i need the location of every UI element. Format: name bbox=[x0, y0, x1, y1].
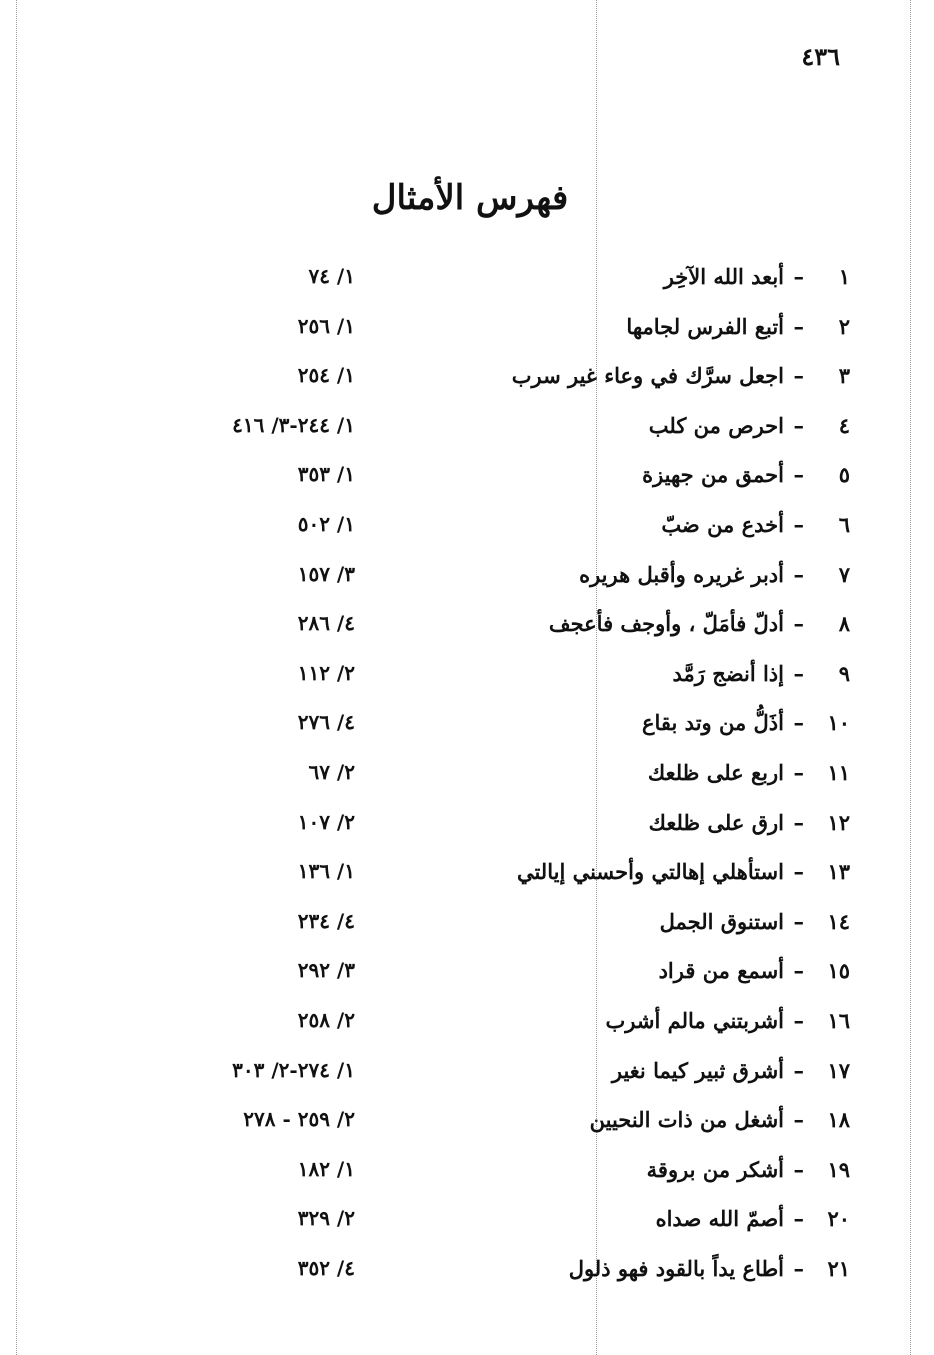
proverb-text: أذَلُّ من وتد بقاع bbox=[641, 710, 784, 736]
entry-dash: – bbox=[793, 1255, 804, 1281]
page-reference: ١/ ٢٤٤-٣/ ٤١٦ bbox=[232, 412, 355, 437]
proverb-text: أبعد الله الآخِر bbox=[663, 264, 784, 289]
list-item bbox=[0, 859, 934, 909]
page-reference: ١/ ٢٥٦ bbox=[297, 313, 355, 338]
proverb-text: أخدع من ضبّ bbox=[661, 511, 784, 537]
proverb-text: أشرق ثبير كيما نغير bbox=[611, 1057, 784, 1083]
proverb-text: أصمّ الله صداه bbox=[655, 1206, 784, 1232]
list-item bbox=[0, 413, 934, 463]
entry-dash: – bbox=[793, 1007, 804, 1033]
proverb-text: أدلّ فأمَلّ ، وأوجف فأعجف bbox=[548, 611, 784, 637]
page-reference: ٢/ ٢٥٩ - ٢٧٨ bbox=[243, 1107, 355, 1132]
entry-dash: – bbox=[793, 611, 804, 637]
list-item bbox=[0, 1058, 934, 1108]
page-reference: ١/ ٢٧٤-٢/ ٣٠٣ bbox=[232, 1057, 355, 1082]
list-item bbox=[0, 1256, 934, 1306]
page-reference: ١/ ١٣٦ bbox=[297, 859, 355, 884]
entry-number: ١٠ bbox=[827, 710, 850, 736]
entry-dash: – bbox=[793, 363, 804, 389]
entry-dash: – bbox=[793, 1206, 804, 1232]
proverb-text: أطاع يداً بالقود فهو ذلول bbox=[568, 1255, 784, 1281]
entry-number: ٢٠ bbox=[827, 1206, 850, 1232]
proverb-text: أحمق من جهيزة bbox=[642, 462, 784, 488]
entry-number: ١١ bbox=[827, 759, 850, 785]
proverb-text: أدبر غريره وأقبل هريره bbox=[579, 561, 784, 587]
entry-dash: – bbox=[793, 809, 804, 835]
list-item bbox=[0, 611, 934, 661]
entry-dash: – bbox=[793, 908, 804, 934]
entry-dash: – bbox=[793, 958, 804, 984]
page-title: فهرس الأمثال bbox=[371, 178, 569, 218]
page-reference: ٢/ ٦٧ bbox=[308, 759, 355, 784]
entry-number: ٩ bbox=[838, 660, 850, 686]
entry-number: ٧ bbox=[838, 561, 850, 587]
proverb-index-list bbox=[0, 264, 934, 1305]
list-item bbox=[0, 363, 934, 413]
entry-number: ٤ bbox=[838, 412, 850, 438]
list-item bbox=[0, 1206, 934, 1256]
entry-number: ٢١ bbox=[827, 1255, 850, 1281]
page-reference: ٢/ ١٠٧ bbox=[297, 809, 355, 834]
entry-dash: – bbox=[793, 1156, 804, 1182]
list-item bbox=[0, 462, 934, 512]
proverb-text: إذا أنضج رَمَّد bbox=[672, 660, 784, 686]
page-reference: ٤/ ٢٨٦ bbox=[297, 611, 355, 636]
entry-number: ٨ bbox=[838, 611, 850, 637]
proverb-text: اجعل سرَّك في وعاء غير سرب bbox=[511, 363, 784, 389]
list-item bbox=[0, 710, 934, 760]
entry-number: ١٦ bbox=[827, 1007, 850, 1033]
proverb-text: أشربتني مالم أشرب bbox=[605, 1007, 784, 1033]
entry-number: ١ bbox=[838, 264, 850, 289]
entry-dash: – bbox=[793, 1107, 804, 1133]
page-reference: ٤/ ٢٧٦ bbox=[297, 710, 355, 735]
entry-dash: – bbox=[793, 660, 804, 686]
list-item bbox=[0, 1157, 934, 1207]
page-reference: ٢/ ٢٥٨ bbox=[297, 1007, 355, 1032]
page-reference: ٣/ ٢٩٢ bbox=[297, 958, 355, 983]
entry-number: ١٧ bbox=[827, 1057, 850, 1083]
page-reference: ١/ ٢٥٤ bbox=[297, 363, 355, 388]
proverb-text: أسمع من قراد bbox=[658, 958, 784, 984]
entry-number: ١٨ bbox=[827, 1107, 850, 1133]
proverb-text: اربع على ظلعك bbox=[647, 759, 784, 785]
list-item bbox=[0, 958, 934, 1008]
entry-number: ١٥ bbox=[827, 958, 850, 984]
list-item bbox=[0, 909, 934, 959]
list-item bbox=[0, 512, 934, 562]
proverb-text: أشكر من بروقة bbox=[646, 1156, 784, 1182]
entry-dash: – bbox=[793, 859, 804, 885]
page-reference: ٣/ ١٥٧ bbox=[297, 561, 355, 586]
entry-number: ١٣ bbox=[827, 859, 850, 885]
page-reference: ٤/ ٢٣٤ bbox=[297, 908, 355, 933]
list-item bbox=[0, 810, 934, 860]
proverb-text: أتبع الفرس لجامها bbox=[626, 313, 784, 339]
entry-dash: – bbox=[793, 561, 804, 587]
page-reference: ١/ ١٨٢ bbox=[297, 1156, 355, 1181]
list-item bbox=[0, 661, 934, 711]
entry-dash: – bbox=[793, 264, 804, 289]
proverb-text: استنوق الجمل bbox=[659, 908, 784, 934]
entry-number: ١٩ bbox=[827, 1156, 850, 1182]
entry-dash: – bbox=[793, 462, 804, 488]
proverb-text: أشغل من ذات النحيين bbox=[589, 1107, 784, 1133]
entry-dash: – bbox=[793, 511, 804, 537]
entry-number: ٥ bbox=[838, 462, 850, 488]
entry-dash: – bbox=[793, 313, 804, 339]
entry-dash: – bbox=[793, 412, 804, 438]
entry-dash: – bbox=[793, 759, 804, 785]
entry-dash: – bbox=[793, 710, 804, 736]
entry-number: ٢ bbox=[838, 313, 850, 339]
page-reference: ٢/ ١١٢ bbox=[297, 660, 355, 685]
entry-number: ٣ bbox=[838, 363, 850, 389]
entry-number: ١٤ bbox=[827, 908, 850, 934]
entry-dash: – bbox=[793, 1057, 804, 1083]
list-item bbox=[0, 1008, 934, 1058]
list-item bbox=[0, 1107, 934, 1157]
entry-number: ١٢ bbox=[827, 809, 850, 835]
page-reference: ٢/ ٣٢٩ bbox=[297, 1206, 355, 1231]
proverb-text: استأهلي إهالتي وأحسني إيالتي bbox=[516, 859, 784, 885]
page-number: ٤٣٦ bbox=[801, 42, 840, 71]
page-reference: ١/ ٣٥٣ bbox=[297, 462, 355, 487]
entry-number: ٦ bbox=[838, 511, 850, 537]
proverb-text: احرص من كلب bbox=[648, 412, 784, 438]
list-item bbox=[0, 760, 934, 810]
list-item bbox=[0, 264, 934, 314]
list-item bbox=[0, 314, 934, 364]
list-item bbox=[0, 562, 934, 612]
page-reference: ٤/ ٣٥٢ bbox=[297, 1255, 355, 1280]
page-reference: ١/ ٧٤ bbox=[308, 264, 355, 288]
proverb-text: ارق على ظلعك bbox=[648, 809, 784, 835]
page-reference: ١/ ٥٠٢ bbox=[297, 511, 355, 536]
